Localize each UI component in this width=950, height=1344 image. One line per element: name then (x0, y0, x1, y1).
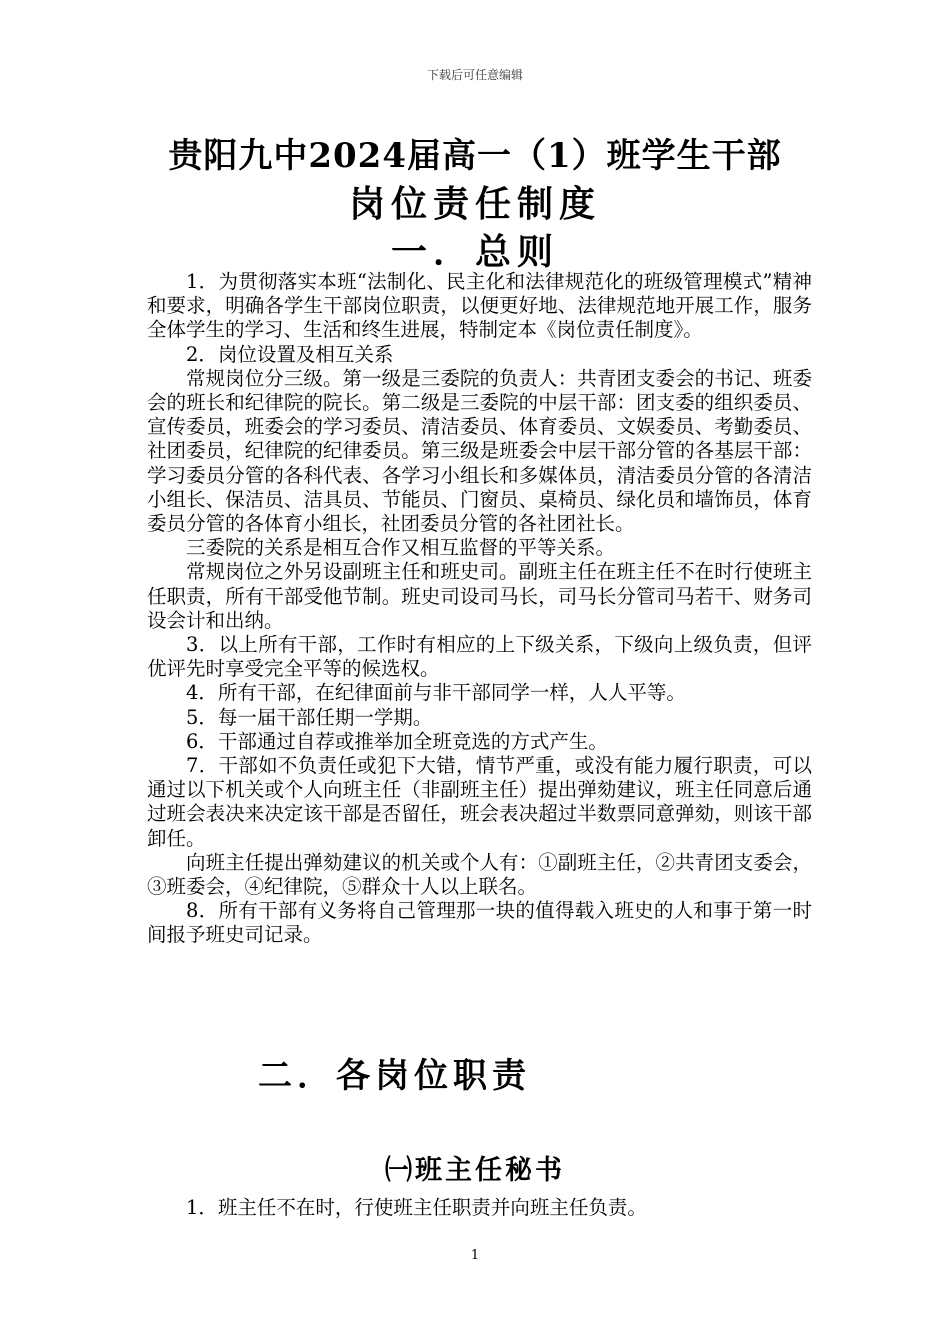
paragraph: 4．所有干部，在纪律面前与非干部同学一样，人人平等。 (186, 681, 686, 705)
paragraph: 3．以上所有干部，工作时有相应的上下级关系，下级向上级负责，但评优评先时享受完全平等的候选权。 (147, 633, 812, 681)
paragraph: 6．干部通过自荐或推举加全班竞选的方式产生。 (186, 729, 608, 753)
section1-body (147, 270, 812, 948)
paragraph: 2．岗位设置及相互关系 (186, 342, 394, 366)
paragraph: 常规岗位之外另设副班主任和班史司。副班主任在班主任不在时行使班主任职责，所有干部受他节制。班史司设司马长，司马长分管司马若干、财务司设会计和出纳。 (147, 560, 812, 632)
header-note: 下载后可任意编辑 (426, 68, 523, 82)
paragraph: 1．班主任不在时，行使班主任职责并向班主任负责。 (186, 1196, 647, 1219)
paragraph: 8．所有干部有义务将自己管理那一块的值得载入班史的人和事于第一时间报予班史司记录。 (147, 899, 812, 947)
section2-heading: 二．各岗位职责 (258, 1056, 531, 1096)
subsection1-heading: ㈠班主任秘书 (385, 1155, 565, 1186)
paragraph: 三委院的关系是相互合作又相互监督的平等关系。 (186, 536, 616, 560)
paragraph: 7．干部如不负责任或犯下大错，情节严重，或没有能力履行职责，可以通过以下机关或个人向班主任（非副班主任）提出弹劾建议，班主任同意后通过班会表决来决定该干部是否留任，班会表决超过半数票同意弹劾，则该干部卸任。 (147, 754, 812, 850)
paragraph: 常规岗位分三级。第一级是三委院的负责人：共青团支委会的书记、班委会的班长和纪律院的院长。第二级是三委院的中层干部：团支委的组织委员、宣传委员，班委会的学习委员、清洁委员、体育委员、文娱委员、考勤委员、社团委员，纪律院的纪律委员。第三级是班委会中层干部分管的各基层干部：学习委员分管的各科代表、各学习小组长和多媒体员，清洁委员分管的各清洁小组长、保洁员、洁具员、节能员、门窗员、桌椅员、绿化员和墙饰员，体育委员分管的各体育小组长，社团委员分管的各社团社长。 (147, 366, 812, 536)
paragraph: 5．每一届干部任期一学期。 (186, 705, 433, 729)
paragraph: 1．为贯彻落实本班“法制化、民主化和法律规范化的班级管理模式”精神和要求，明确各学生干部岗位职责，以便更好地、法律规范地开展工作，服务全体学生的学习、生活和终生进展，特制定本《岗位责任制度》。 (147, 270, 812, 342)
document-title-line1: 贵阳九中2024届高一（1）班学生干部 (168, 136, 782, 176)
paragraph: 向班主任提出弹劾建议的机关或个人有：①副班主任，②共青团支委会，③班委会，④纪律院，⑤群众十人以上联名。 (147, 850, 812, 899)
section1-heading: 一．总则 (390, 231, 559, 273)
document-title-line2: 岗位责任制度 (348, 183, 601, 225)
page-number: 1 (470, 1248, 480, 1263)
